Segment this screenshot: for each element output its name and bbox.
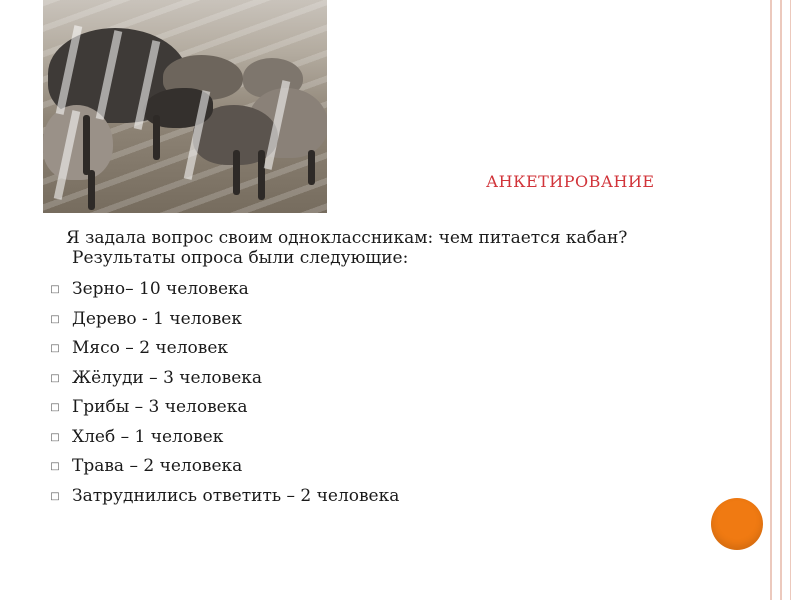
list-item (48, 277, 688, 307)
square-bullet-icon: □ (50, 313, 60, 325)
square-bullet-icon: □ (50, 402, 60, 413)
answer-text: Мясо – 2 человек (72, 338, 229, 358)
list-item (48, 454, 688, 484)
answer-text: Зерно– 10 человека (72, 279, 249, 299)
boar-leg (308, 150, 315, 185)
boar-leg (233, 150, 240, 195)
answers-list (48, 277, 688, 513)
slide-title: АНКЕТИРОВАНИЕ (486, 172, 655, 191)
answer-text: Грибы – 3 человека (72, 397, 248, 417)
boar-leg (153, 115, 160, 160)
square-bullet-icon: □ (50, 461, 60, 472)
frame-decoration-line (770, 0, 772, 600)
boar-leg (258, 150, 265, 200)
square-bullet-icon: □ (50, 490, 60, 502)
square-bullet-icon: □ (50, 343, 60, 354)
square-bullet-icon: □ (50, 372, 60, 384)
list-item (48, 307, 688, 337)
frame-decoration-line (780, 0, 782, 600)
answer-text: Дерево - 1 человек (72, 308, 242, 329)
intro-line-results: Результаты опроса были следующие: (72, 248, 409, 268)
intro-line-question: Я задала вопрос своим одноклассникам: чем питается кабан? (66, 228, 628, 248)
square-bullet-icon: □ (50, 284, 60, 295)
answer-text: Трава – 2 человека (72, 456, 243, 476)
answer-text: Затруднились ответить – 2 человека (72, 485, 400, 506)
intro-text (48, 228, 688, 268)
list-item (48, 484, 688, 514)
boar-leg (88, 170, 95, 210)
square-bullet-icon: □ (50, 431, 60, 443)
orange-circle-decoration (711, 498, 763, 550)
list-item (48, 366, 688, 396)
list-item (48, 395, 688, 425)
answer-text: Жёлуди – 3 человека (72, 367, 263, 388)
list-item (48, 425, 688, 455)
frame-decoration-line (790, 0, 791, 600)
answer-text: Хлеб – 1 человек (72, 426, 224, 447)
list-item (48, 336, 688, 366)
boar-leg (83, 115, 90, 175)
wild-boars-photo (43, 0, 327, 213)
